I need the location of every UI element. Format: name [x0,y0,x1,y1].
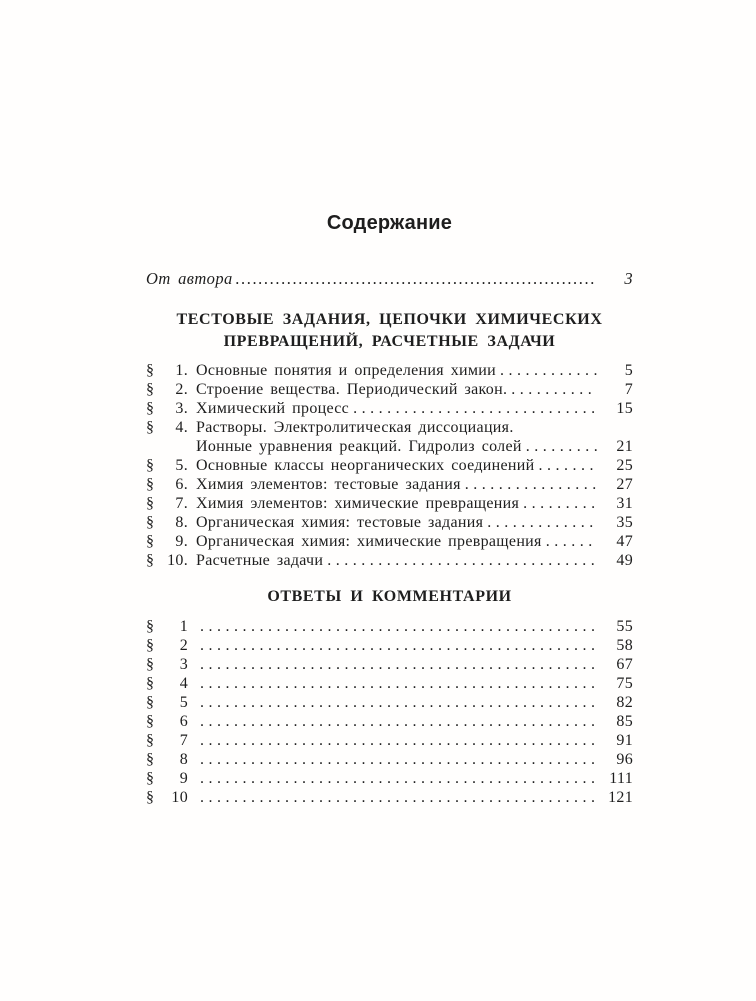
dot-leader [496,361,597,380]
preface-entry [146,268,633,289]
section-mark: § [146,751,155,768]
entry-number: 8. [175,514,188,531]
dot-leader [323,551,597,570]
entry-number: 7 [179,732,188,749]
entry-number: 1 [179,618,188,635]
section-mark: § [146,495,155,512]
dot-leader [507,380,597,399]
toc-entry [146,456,633,475]
entry-page-number: 25 [616,457,633,474]
section-mark: § [146,789,155,806]
entry-page-number: 111 [609,770,633,787]
dot-leader [196,788,597,807]
toc-entry [146,361,633,380]
entry-page-number: 82 [616,694,633,711]
toc-entry [146,674,633,693]
toc-entry [146,712,633,731]
section-mark: § [146,419,155,436]
section-mark: § [146,400,155,417]
section-mark: § [146,362,155,379]
dot-leader [542,532,597,551]
dot-leader [196,617,597,636]
toc-entry [146,532,633,551]
entry-page-number: 55 [616,618,633,635]
entry-page-number: 21 [616,438,633,455]
entry-page-number: 85 [616,713,633,730]
part1-heading-line2: ПРЕВРАЩЕНИЙ, РАСЧЕТНЫЕ ЗАДАЧИ [223,333,556,350]
toc-entry [146,788,633,807]
entry-page-number: 15 [616,400,633,417]
entry-number: 6 [179,713,188,730]
section-mark: § [146,618,155,635]
section-mark: § [146,381,155,398]
entry-page-number: 91 [616,732,633,749]
entry-page-number: 49 [616,552,633,569]
section-mark: § [146,552,155,569]
toc-entry [146,494,633,513]
entry-number: 4. [175,419,188,436]
section-mark: § [146,713,155,730]
entry-title: Строение вещества. Периодический закон. [196,381,508,398]
dot-leader [196,655,597,674]
entry-page-number: 7 [624,381,633,398]
toc-entry-line2 [146,437,633,456]
entry-page-number: 75 [616,675,633,692]
entry-page-number: 31 [616,495,633,512]
dot-leader [196,636,597,655]
toc-entry [146,769,633,788]
dot-leader [349,399,597,418]
dot-leader [519,494,597,513]
toc-entry [146,655,633,674]
toc-entry [146,617,633,636]
entry-title: Органическая химия: химические превращения [196,533,542,550]
entry-number: 5. [175,457,188,474]
entry-number: 4 [179,675,188,692]
entry-page-number: 27 [616,476,633,493]
dot-leader [196,731,597,750]
page-title: Содержание [326,212,453,234]
dot-leader [522,437,597,456]
entry-page-number: 58 [616,637,633,654]
toc-entry [146,475,633,494]
entry-number: 9. [175,533,188,550]
section-mark: § [146,656,155,673]
toc-entry [146,731,633,750]
entry-number: 5 [179,694,188,711]
entry-number: 2. [175,381,188,398]
entry-title-continuation: Ионные уравнения реакций. Гидролиз солей [196,438,522,455]
section-mark: § [146,770,155,787]
dot-leader [196,769,597,788]
table-of-contents [146,211,633,807]
entry-title: Основные понятия и определения химии [196,362,497,379]
entry-number: 1. [175,362,188,379]
entry-page-number: 35 [616,514,633,531]
entry-number: 2 [179,637,188,654]
section-mark: § [146,533,155,550]
part2-heading: ОТВЕТЫ И КОММЕНТАРИИ [267,588,512,605]
toc-entry [146,693,633,712]
entry-page-number: 47 [616,533,633,550]
preface-label: От автора [146,269,233,288]
toc-entry [146,513,633,532]
toc-entry-multiline [146,418,633,456]
entry-number: 7. [175,495,188,512]
toc-entry [146,399,633,418]
dot-leader [196,674,597,693]
dot-leader [483,513,597,532]
dot-leader [461,475,597,494]
entry-number: 10. [167,552,188,569]
entry-page-number: 67 [616,656,633,673]
entry-title: Химический процесс [196,400,350,417]
part1-entry-list [146,361,633,570]
section-mark: § [146,675,155,692]
dot-leader [196,712,597,731]
section-mark: § [146,694,155,711]
section-mark: § [146,457,155,474]
section-mark: § [146,514,155,531]
toc-entry [146,750,633,769]
entry-title: Растворы. Электролитическая диссоциация. [196,419,514,436]
section-mark: § [146,732,155,749]
entry-page-number: 96 [616,751,633,768]
entry-page-number: 121 [608,789,633,806]
entry-number: 9 [179,770,188,787]
entry-number: 6. [175,476,188,493]
dot-leader [534,456,597,475]
entry-title: Химия элементов: тестовые задания [196,476,461,493]
dot-leader [233,268,597,289]
entry-number: 3. [175,400,188,417]
preface-page-number: 3 [624,269,633,288]
entry-number: 3 [179,656,188,673]
part2-entry-list [146,617,633,807]
toc-entry [146,551,633,570]
entry-title: Органическая химия: тестовые задания [196,514,484,531]
entry-title: Расчетные задачи [196,552,324,569]
entry-page-number: 5 [624,362,633,379]
section-mark: § [146,476,155,493]
toc-entry [146,636,633,655]
toc-entry-line1 [146,418,633,437]
entry-number: 10 [171,789,188,806]
toc-entry [146,380,633,399]
section-mark: § [146,637,155,654]
dot-leader [196,750,597,769]
entry-number: 8 [179,751,188,768]
entry-title: Химия элементов: химические превращения [196,495,520,512]
entry-title: Основные классы неорганических соединений [196,457,535,474]
part1-heading [146,309,633,353]
dot-leader [196,693,597,712]
part1-heading-line1: ТЕСТОВЫЕ ЗАДАНИЯ, ЦЕПОЧКИ ХИМИЧЕСКИХ [176,311,603,328]
